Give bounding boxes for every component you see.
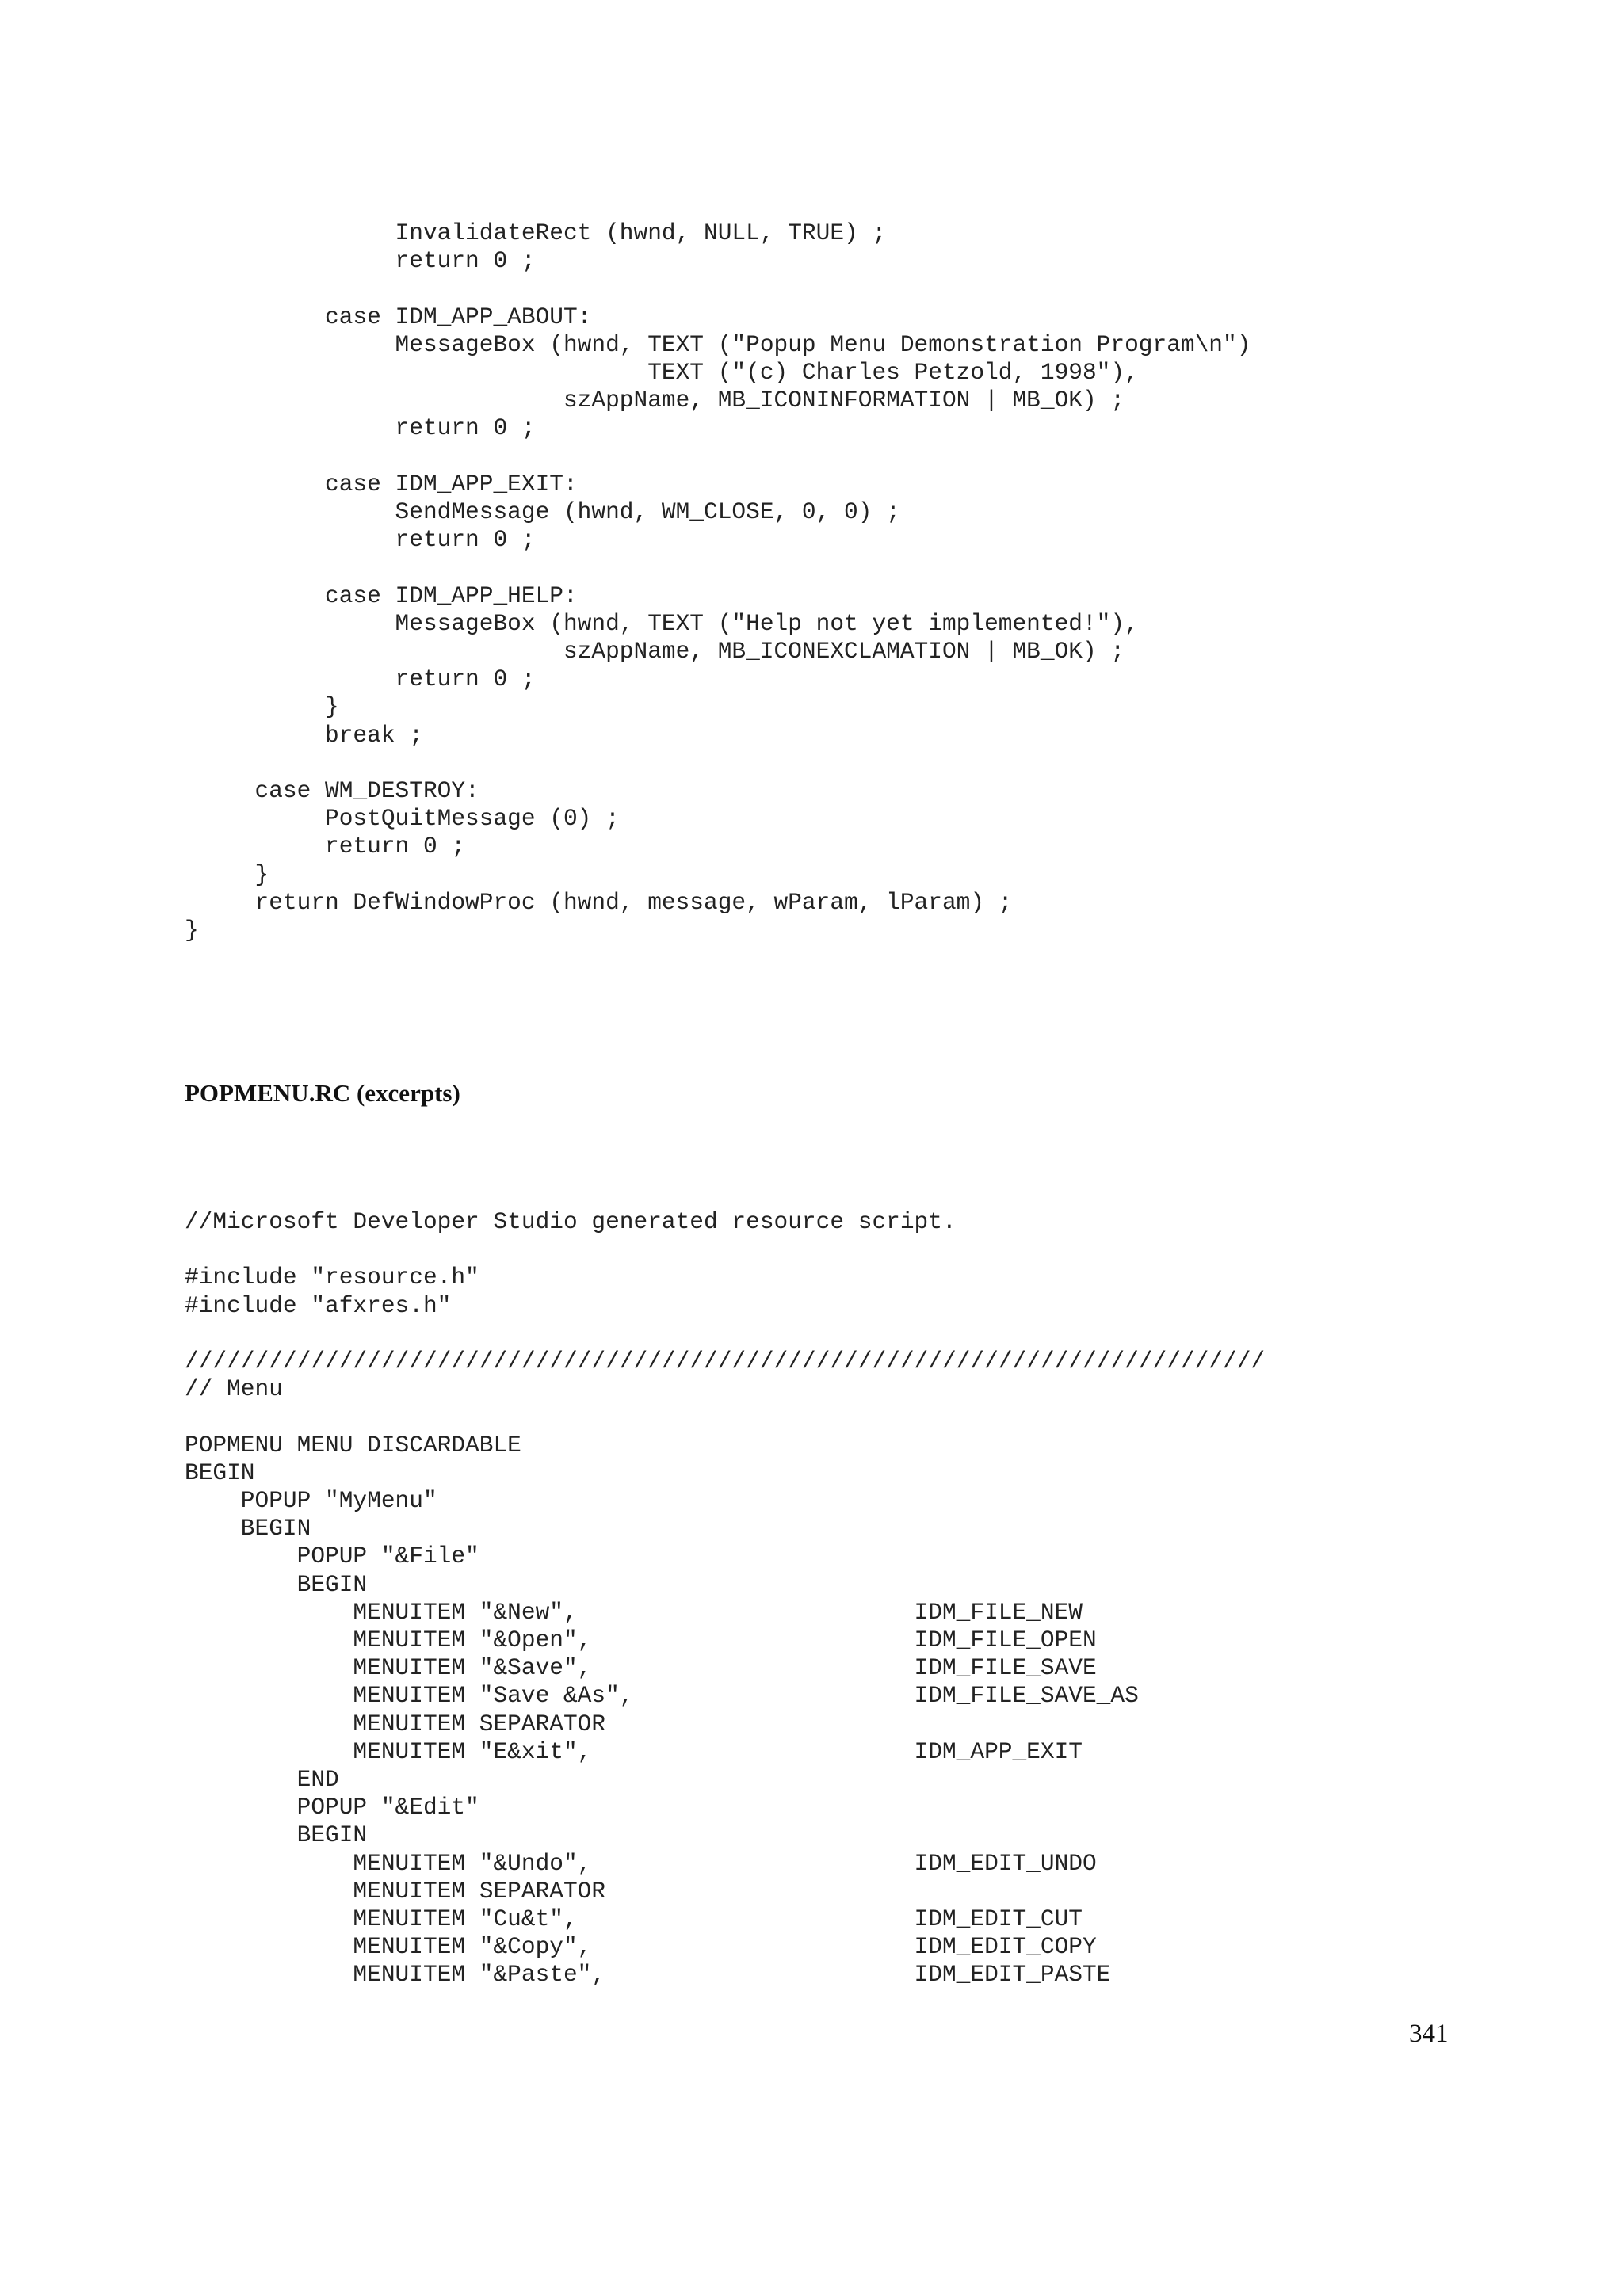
page-number: 341 xyxy=(1409,2019,1449,2048)
code-line: POPUP "&Edit" xyxy=(185,1794,479,1821)
code-line: return 0 ; xyxy=(185,247,536,275)
code-line: return DefWindowProc (hwnd, message, wParam, lParam) ; xyxy=(185,888,1013,916)
code-line: case WM_DESTROY: xyxy=(185,777,479,805)
code-line: } xyxy=(185,693,339,721)
code-line: break ; xyxy=(185,721,423,749)
code-line: POPMENU MENU DISCARDABLE xyxy=(185,1431,521,1459)
code-line: //Microsoft Developer Studio generated resource script. xyxy=(185,1208,957,1235)
code-line: MENUITEM "&Undo", IDM_EDIT_UNDO xyxy=(185,1849,1097,1877)
code-listing-resource-script xyxy=(185,1208,1265,1989)
code-line: MENUITEM "&New", IDM_FILE_NEW xyxy=(185,1598,1083,1626)
code-line: PostQuitMessage (0) ; xyxy=(185,805,620,833)
code-line: BEGIN xyxy=(185,1515,311,1543)
code-line: MENUITEM "Save &As", IDM_FILE_SAVE_AS xyxy=(185,1682,1139,1710)
code-line: MENUITEM "&Copy", IDM_EDIT_COPY xyxy=(185,1933,1097,1961)
code-line: BEGIN xyxy=(185,1570,368,1598)
code-line: } xyxy=(185,860,269,888)
code-line: return 0 ; xyxy=(185,666,536,693)
section-heading: POPMENU.RC (excerpts) xyxy=(185,1079,460,1107)
code-line: // Menu xyxy=(185,1375,283,1403)
code-line: case IDM_APP_HELP: xyxy=(185,582,578,609)
code-line: MENUITEM "Cu&t", IDM_EDIT_CUT xyxy=(185,1905,1083,1933)
code-line: POPUP "&File" xyxy=(185,1543,479,1570)
code-line: } xyxy=(185,917,199,944)
code-line: MENUITEM "&Open", IDM_FILE_OPEN xyxy=(185,1627,1097,1654)
code-line: szAppName, MB_ICONEXCLAMATION | MB_OK) ; xyxy=(185,638,1125,666)
code-line: InvalidateRect (hwnd, NULL, TRUE) ; xyxy=(185,219,887,246)
code-line: case IDM_APP_EXIT: xyxy=(185,470,578,498)
code-line: MessageBox (hwnd, TEXT ("Popup Menu Demonstration Program\n") xyxy=(185,330,1251,358)
code-line: case IDM_APP_ABOUT: xyxy=(185,303,592,330)
code-line: BEGIN xyxy=(185,1459,255,1486)
code-listing-wndproc-end xyxy=(185,219,1251,944)
code-line: szAppName, MB_ICONINFORMATION | MB_OK) ; xyxy=(185,387,1125,414)
code-line: SendMessage (hwnd, WM_CLOSE, 0, 0) ; xyxy=(185,498,900,526)
code-line: MessageBox (hwnd, TEXT ("Help not yet implemented!"), xyxy=(185,609,1139,637)
code-line: return 0 ; xyxy=(185,833,466,860)
code-line: return 0 ; xyxy=(185,414,536,442)
code-line: BEGIN xyxy=(185,1821,368,1849)
code-line: MENUITEM "&Save", IDM_FILE_SAVE xyxy=(185,1654,1097,1682)
code-line: TEXT ("(c) Charles Petzold, 1998"), xyxy=(185,359,1139,387)
code-line: POPUP "MyMenu" xyxy=(185,1487,437,1515)
code-line: MENUITEM "&Paste", IDM_EDIT_PASTE xyxy=(185,1961,1111,1989)
code-line: #include "resource.h" xyxy=(185,1264,479,1291)
code-line: MENUITEM SEPARATOR xyxy=(185,1877,606,1905)
code-line: MENUITEM SEPARATOR xyxy=(185,1710,606,1737)
code-line: return 0 ; xyxy=(185,526,536,554)
code-line: ///////////////////////////////////////////////////////////////////////////// xyxy=(185,1348,1266,1375)
code-line: END xyxy=(185,1766,339,1794)
code-line: #include "afxres.h" xyxy=(185,1291,452,1319)
code-line: MENUITEM "E&xit", IDM_APP_EXIT xyxy=(185,1737,1083,1765)
